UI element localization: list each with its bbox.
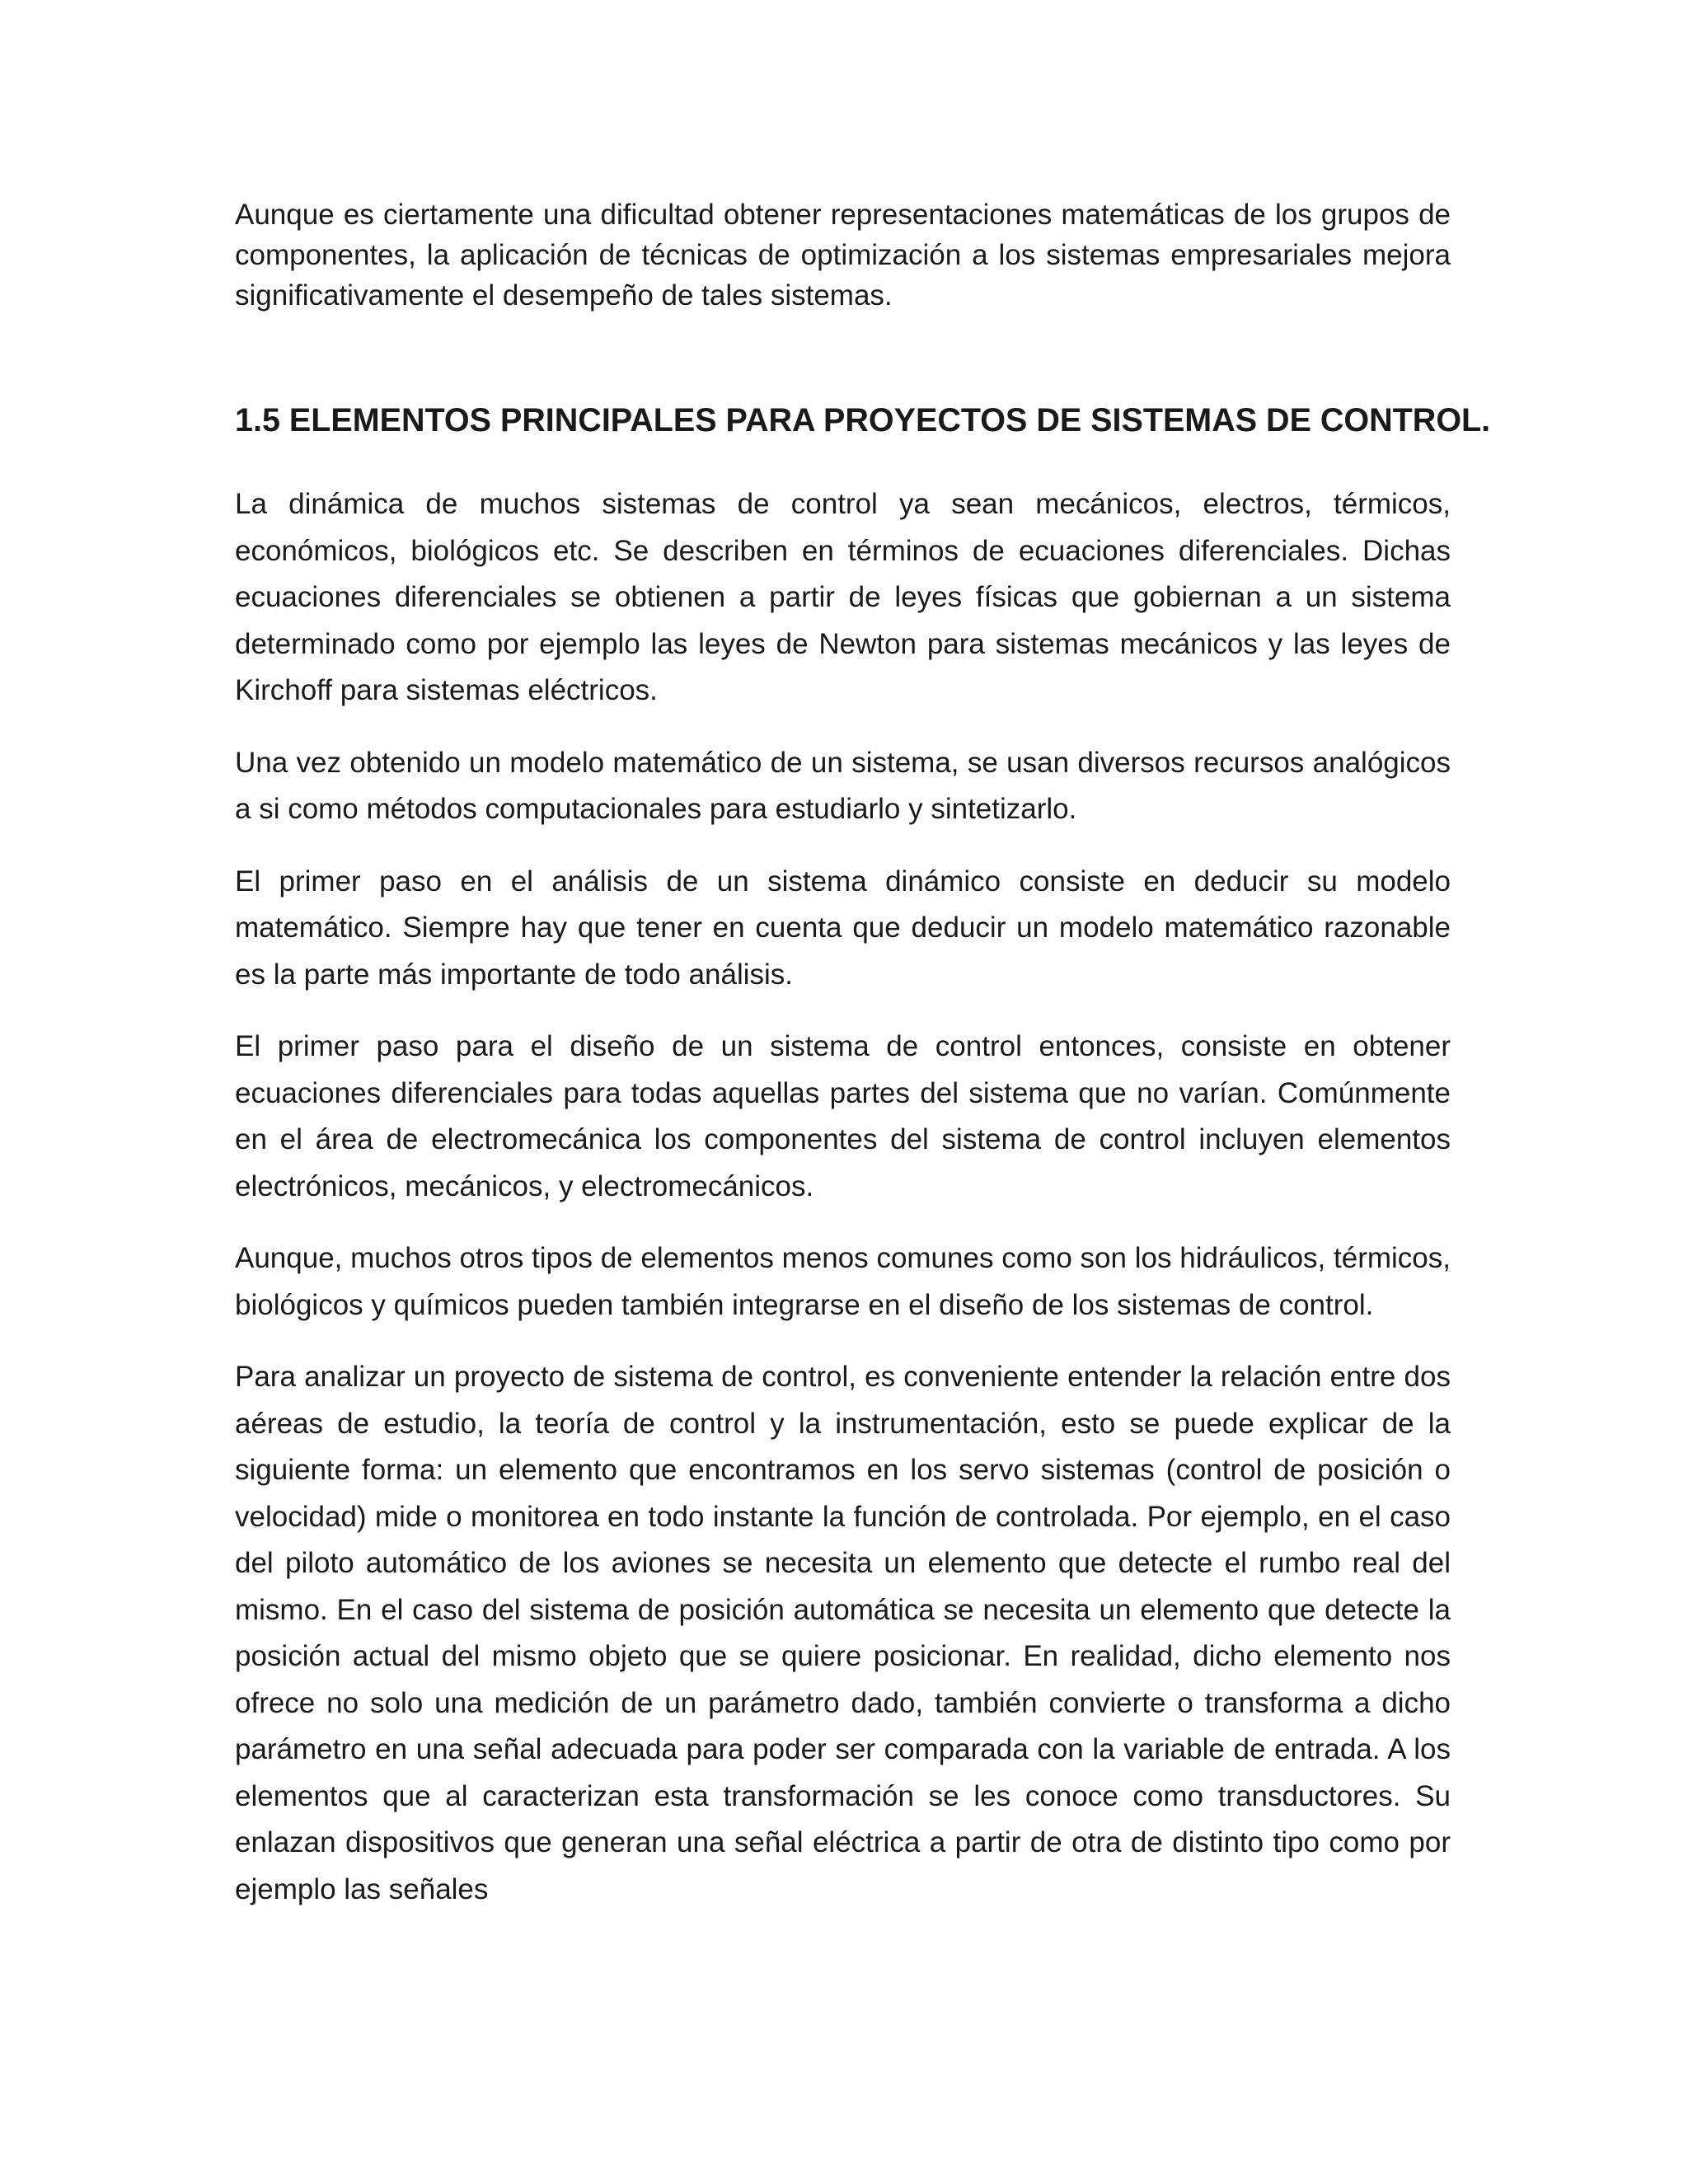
paragraph-proyecto-control: Para analizar un proyecto de sistema de control, es conveniente entender la relación entre dos aéreas de estudio, la teoría de control y la instrumentación, esto se puede explicar de la siguiente forma: un elemento que encontramos en los servo sistemas (control de posición o velocidad) mide o monitorea en todo instante la función de controlada. Por ejemplo, en el caso del piloto automático de los aviones se necesita un elemento que detecte el rumbo real del mismo. En el caso del sistema de posición automática se necesita un elemento que detecte la posición actual del mismo objeto que se quiere posicionar. En realidad, dicho elemento nos ofrece no solo una medición de un parámetro dado, también convierte o transforma a dicho parámetro en una señal adecuada para poder ser comparada con la variable de entrada. A los elementos que al caracterizan esta transformación se les conoce como transductores. Su enlazan dispositivos que generan una señal eléctrica a partir de otra de distinto tipo como por ejemplo las señales: [235, 1361, 1451, 1905]
paragraph-primer-paso-diseno: El primer paso para el diseño de un sistema de control entonces, consiste en obtener ecuaciones diferenciales para todas aquellas partes del sistema que no varían. Comúnmente en el área de electromecánica los componentes del sistema de control incluyen elementos electrónicos, mecánicos, y electromecánicos.: [235, 1030, 1451, 1202]
intro-paragraph: Aunque es ciertamente una dificultad obtener representaciones matemáticas de los grupos de componentes, la aplicación de técnicas de optimización a los sistemas empresariales mejora significativamente el desempeño de tales sistemas.: [235, 199, 1451, 312]
section-heading: 1.5 ELEMENTOS PRINCIPALES PARA PROYECTOS DE SISTEMAS DE CONTROL.: [235, 402, 1491, 438]
paragraph-otros-elementos: Aunque, muchos otros tipos de elementos menos comunes como son los hidráulicos, térmicos, biológicos y químicos pueden también integrarse en el diseño de los sistemas de control.: [235, 1242, 1451, 1321]
paragraph-modelo: Una vez obtenido un modelo matemático de un sistema, se usan diversos recursos analógicos a si como métodos computacionales para estudiarlo y sintetizarlo.: [235, 746, 1451, 825]
paragraph-dinamica: La dinámica de muchos sistemas de control ya sean mecánicos, electros, térmicos, económicos, biológicos etc. Se describen en términos de ecuaciones diferenciales. Dichas ecuaciones diferenciales se obtienen a partir de leyes físicas que gobiernan a un sistema determinado como por ejemplo las leyes de Newton para sistemas mecánicos y las leyes de Kirchoff para sistemas eléctricos.: [235, 488, 1451, 706]
paragraph-primer-paso-analisis: El primer paso en el análisis de un sistema dinámico consiste en deducir su modelo matemático. Siempre hay que tener en cuenta que deducir un modelo matemático razonable es la parte más importante de todo análisis.: [235, 865, 1451, 991]
section-body: [235, 481, 1451, 1938]
